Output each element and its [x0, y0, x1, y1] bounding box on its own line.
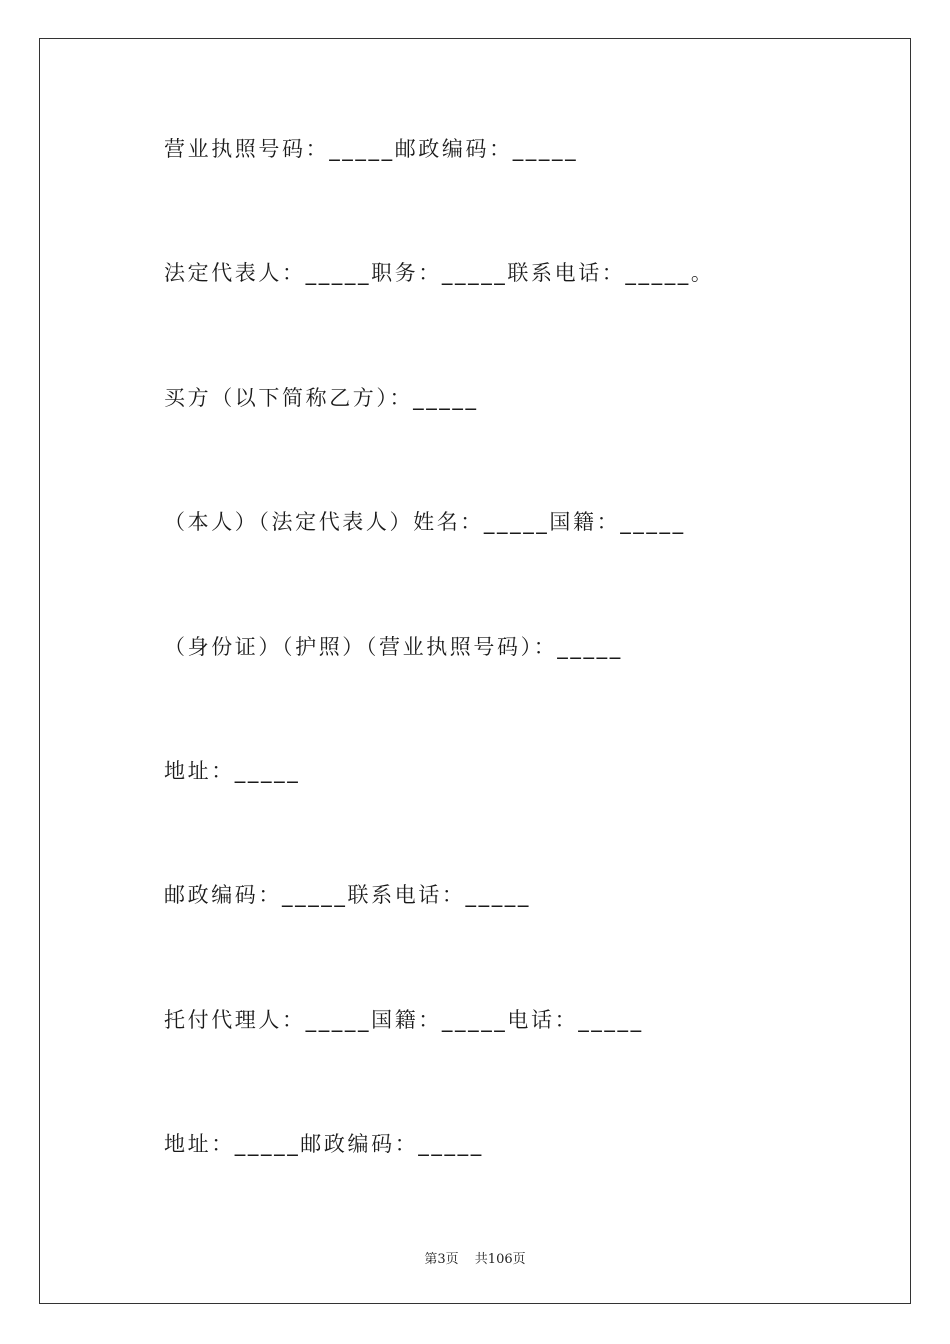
buyer-line: 买方（以下简称乙方）：_____: [164, 386, 479, 410]
id-document-line: （身份证）（护照）（营业执照号码）：_____: [164, 635, 623, 659]
address-line: 地址：_____: [164, 759, 301, 783]
page-number: 第3页: [424, 1252, 459, 1267]
page-footer: [0, 1248, 950, 1267]
postal-phone-line: 邮政编码：_____联系电话：_____: [164, 883, 531, 907]
name-nationality-line: （本人）（法定代表人）姓名：_____国籍：_____: [164, 510, 686, 534]
business-license-postal-line: 营业执照号码：_____邮政编码：_____: [164, 137, 579, 161]
legal-representative-line: 法定代表人：_____职务：_____联系电话：_____。: [164, 261, 715, 285]
page-total: 共106页: [474, 1252, 526, 1267]
address-postal-line: 地址：_____邮政编码：_____: [164, 1132, 484, 1156]
agent-line: 托付代理人：_____国籍：_____电话：_____: [164, 1008, 644, 1032]
page-border: [39, 38, 911, 1304]
